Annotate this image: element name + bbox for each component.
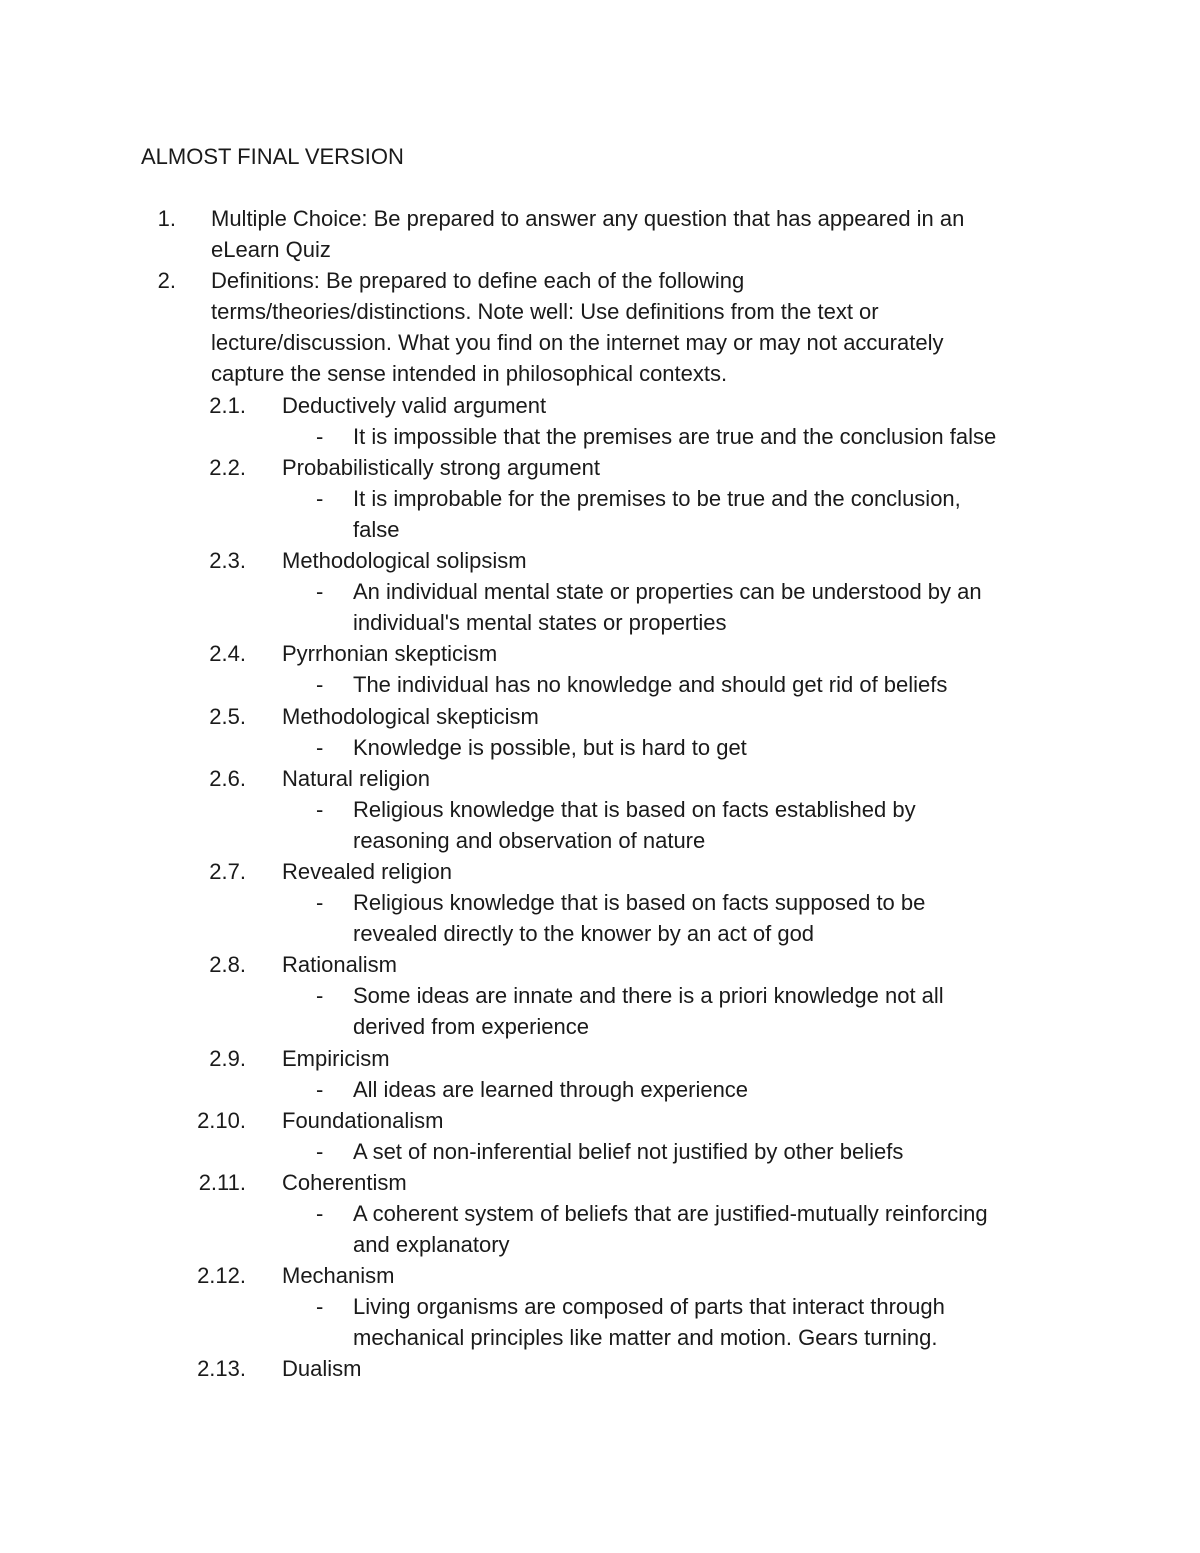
definition-line (0, 1291, 1200, 1322)
definition-line (0, 1198, 1200, 1229)
definition-text: Religious knowledge that is based on facts supposed to be (353, 890, 926, 916)
dash-bullet: - (316, 890, 324, 916)
list-item-text: terms/theories/distinctions. Note well: Use definitions from the text or (211, 299, 879, 325)
term-number: 2.13. (197, 1356, 246, 1382)
definition-text: All ideas are learned through experience (353, 1076, 749, 1102)
definition-text: An individual mental state or properties can be understood by an (353, 579, 982, 605)
term-row (0, 390, 1200, 421)
definition-line (0, 732, 1200, 763)
dash-bullet: - (316, 734, 324, 760)
definition-text: Religious knowledge that is based on facts established by (353, 796, 916, 822)
term-row (0, 1260, 1200, 1291)
term-number: 2.4. (209, 641, 246, 667)
list-item-line (0, 265, 1200, 296)
definition-line (0, 918, 1200, 949)
dash-bullet: - (316, 423, 324, 449)
list-item-line (0, 203, 1200, 234)
term-row (0, 856, 1200, 887)
definition-text: mechanical principles like matter and motion. Gears turning. (353, 1325, 938, 1351)
term-row (0, 1353, 1200, 1384)
dash-bullet: - (316, 579, 324, 605)
term-number: 2.10. (197, 1107, 246, 1133)
definition-text: reasoning and observation of nature (353, 827, 706, 853)
term-row (0, 638, 1200, 669)
definition-text: A set of non-inferential belief not justified by other beliefs (353, 1138, 904, 1164)
definition-text: derived from experience (353, 1014, 590, 1040)
term-number: 2.9. (209, 1045, 246, 1071)
list-item-text: Definitions: Be prepared to define each of the following (211, 268, 745, 294)
term-number: 2.3. (209, 548, 246, 574)
term-row (0, 1167, 1200, 1198)
definition-text: Some ideas are innate and there is a priori knowledge not all (353, 983, 944, 1009)
dash-bullet: - (316, 672, 324, 698)
definition-text: individual's mental states or properties (353, 610, 727, 636)
term-row (0, 701, 1200, 732)
dash-bullet: - (316, 1138, 324, 1164)
list-item-text: lecture/discussion. What you find on the internet may or may not accurately (211, 330, 944, 356)
definition-line (0, 1011, 1200, 1042)
term-number: 2.8. (209, 952, 246, 978)
term-label: Methodological skepticism (282, 703, 539, 729)
dash-bullet: - (316, 1076, 324, 1102)
list-item-line (0, 327, 1200, 358)
definition-text: A coherent system of beliefs that are justified-mutually reinforcing (353, 1201, 988, 1226)
term-label: Probabilistically strong argument (282, 454, 600, 480)
dash-bullet: - (316, 796, 324, 822)
term-number: 2.2. (209, 454, 246, 480)
list-item-line (0, 358, 1200, 389)
definition-text: Living organisms are composed of parts that interact through (353, 1294, 945, 1320)
definition-line (0, 1074, 1200, 1105)
term-row (0, 949, 1200, 980)
term-label: Methodological solipsism (282, 548, 527, 574)
list-item-text: eLearn Quiz (211, 237, 331, 263)
term-number: 2.12. (197, 1263, 246, 1289)
term-label: Coherentism (282, 1169, 407, 1195)
definition-line (0, 483, 1200, 514)
definition-text: It is improbable for the premises to be true and the conclusion, (353, 485, 961, 511)
term-label: Dualism (282, 1356, 362, 1382)
definition-text: false (353, 516, 400, 542)
dash-bullet: - (316, 1294, 324, 1320)
term-number: 2.6. (209, 765, 246, 791)
list-item-line (0, 296, 1200, 327)
term-row (0, 545, 1200, 576)
definition-line (0, 1229, 1200, 1260)
list-item-line (0, 234, 1200, 265)
term-row (0, 452, 1200, 483)
term-row (0, 1043, 1200, 1074)
definition-text: The individual has no knowledge and should get rid of beliefs (353, 672, 948, 698)
definition-text: and explanatory (353, 1232, 510, 1258)
term-label: Rationalism (282, 952, 397, 978)
dash-bullet: - (316, 485, 324, 511)
list-item-number: 2. (157, 268, 176, 294)
definition-line (0, 1322, 1200, 1353)
definition-line (0, 421, 1200, 452)
definition-line (0, 1136, 1200, 1167)
definition-line (0, 576, 1200, 607)
definition-line (0, 669, 1200, 700)
definition-text: revealed directly to the knower by an act of god (353, 921, 815, 947)
list-item-number: 1. (157, 206, 176, 231)
term-label: Pyrrhonian skepticism (282, 641, 498, 667)
definition-line (0, 514, 1200, 545)
term-row (0, 1105, 1200, 1136)
term-row (0, 763, 1200, 794)
definition-line (0, 887, 1200, 918)
term-label: Foundationalism (282, 1107, 444, 1133)
term-number: 2.11. (198, 1169, 246, 1195)
definition-line (0, 607, 1200, 638)
term-number: 2.5. (209, 703, 246, 729)
list-item-text: Multiple Choice: Be prepared to answer any question that has appeared in an (211, 206, 965, 231)
study-guide-list (0, 203, 1200, 1385)
dash-bullet: - (316, 983, 324, 1009)
term-label: Mechanism (282, 1263, 395, 1289)
definition-text: Knowledge is possible, but is hard to get (353, 734, 747, 760)
term-label: Deductively valid argument (282, 392, 547, 418)
document-title: ALMOST FINAL VERSION (141, 144, 404, 169)
list-item-text: capture the sense intended in philosophical contexts. (211, 361, 728, 387)
term-number: 2.7. (209, 858, 246, 884)
definition-text: It is impossible that the premises are true and the conclusion false (353, 423, 997, 449)
term-label: Empiricism (282, 1045, 390, 1071)
term-label: Revealed religion (282, 858, 452, 884)
dash-bullet: - (316, 1201, 324, 1226)
term-number: 2.1. (209, 392, 246, 418)
definition-line (0, 794, 1200, 825)
definition-line (0, 825, 1200, 856)
definition-line (0, 980, 1200, 1011)
term-label: Natural religion (282, 765, 430, 791)
